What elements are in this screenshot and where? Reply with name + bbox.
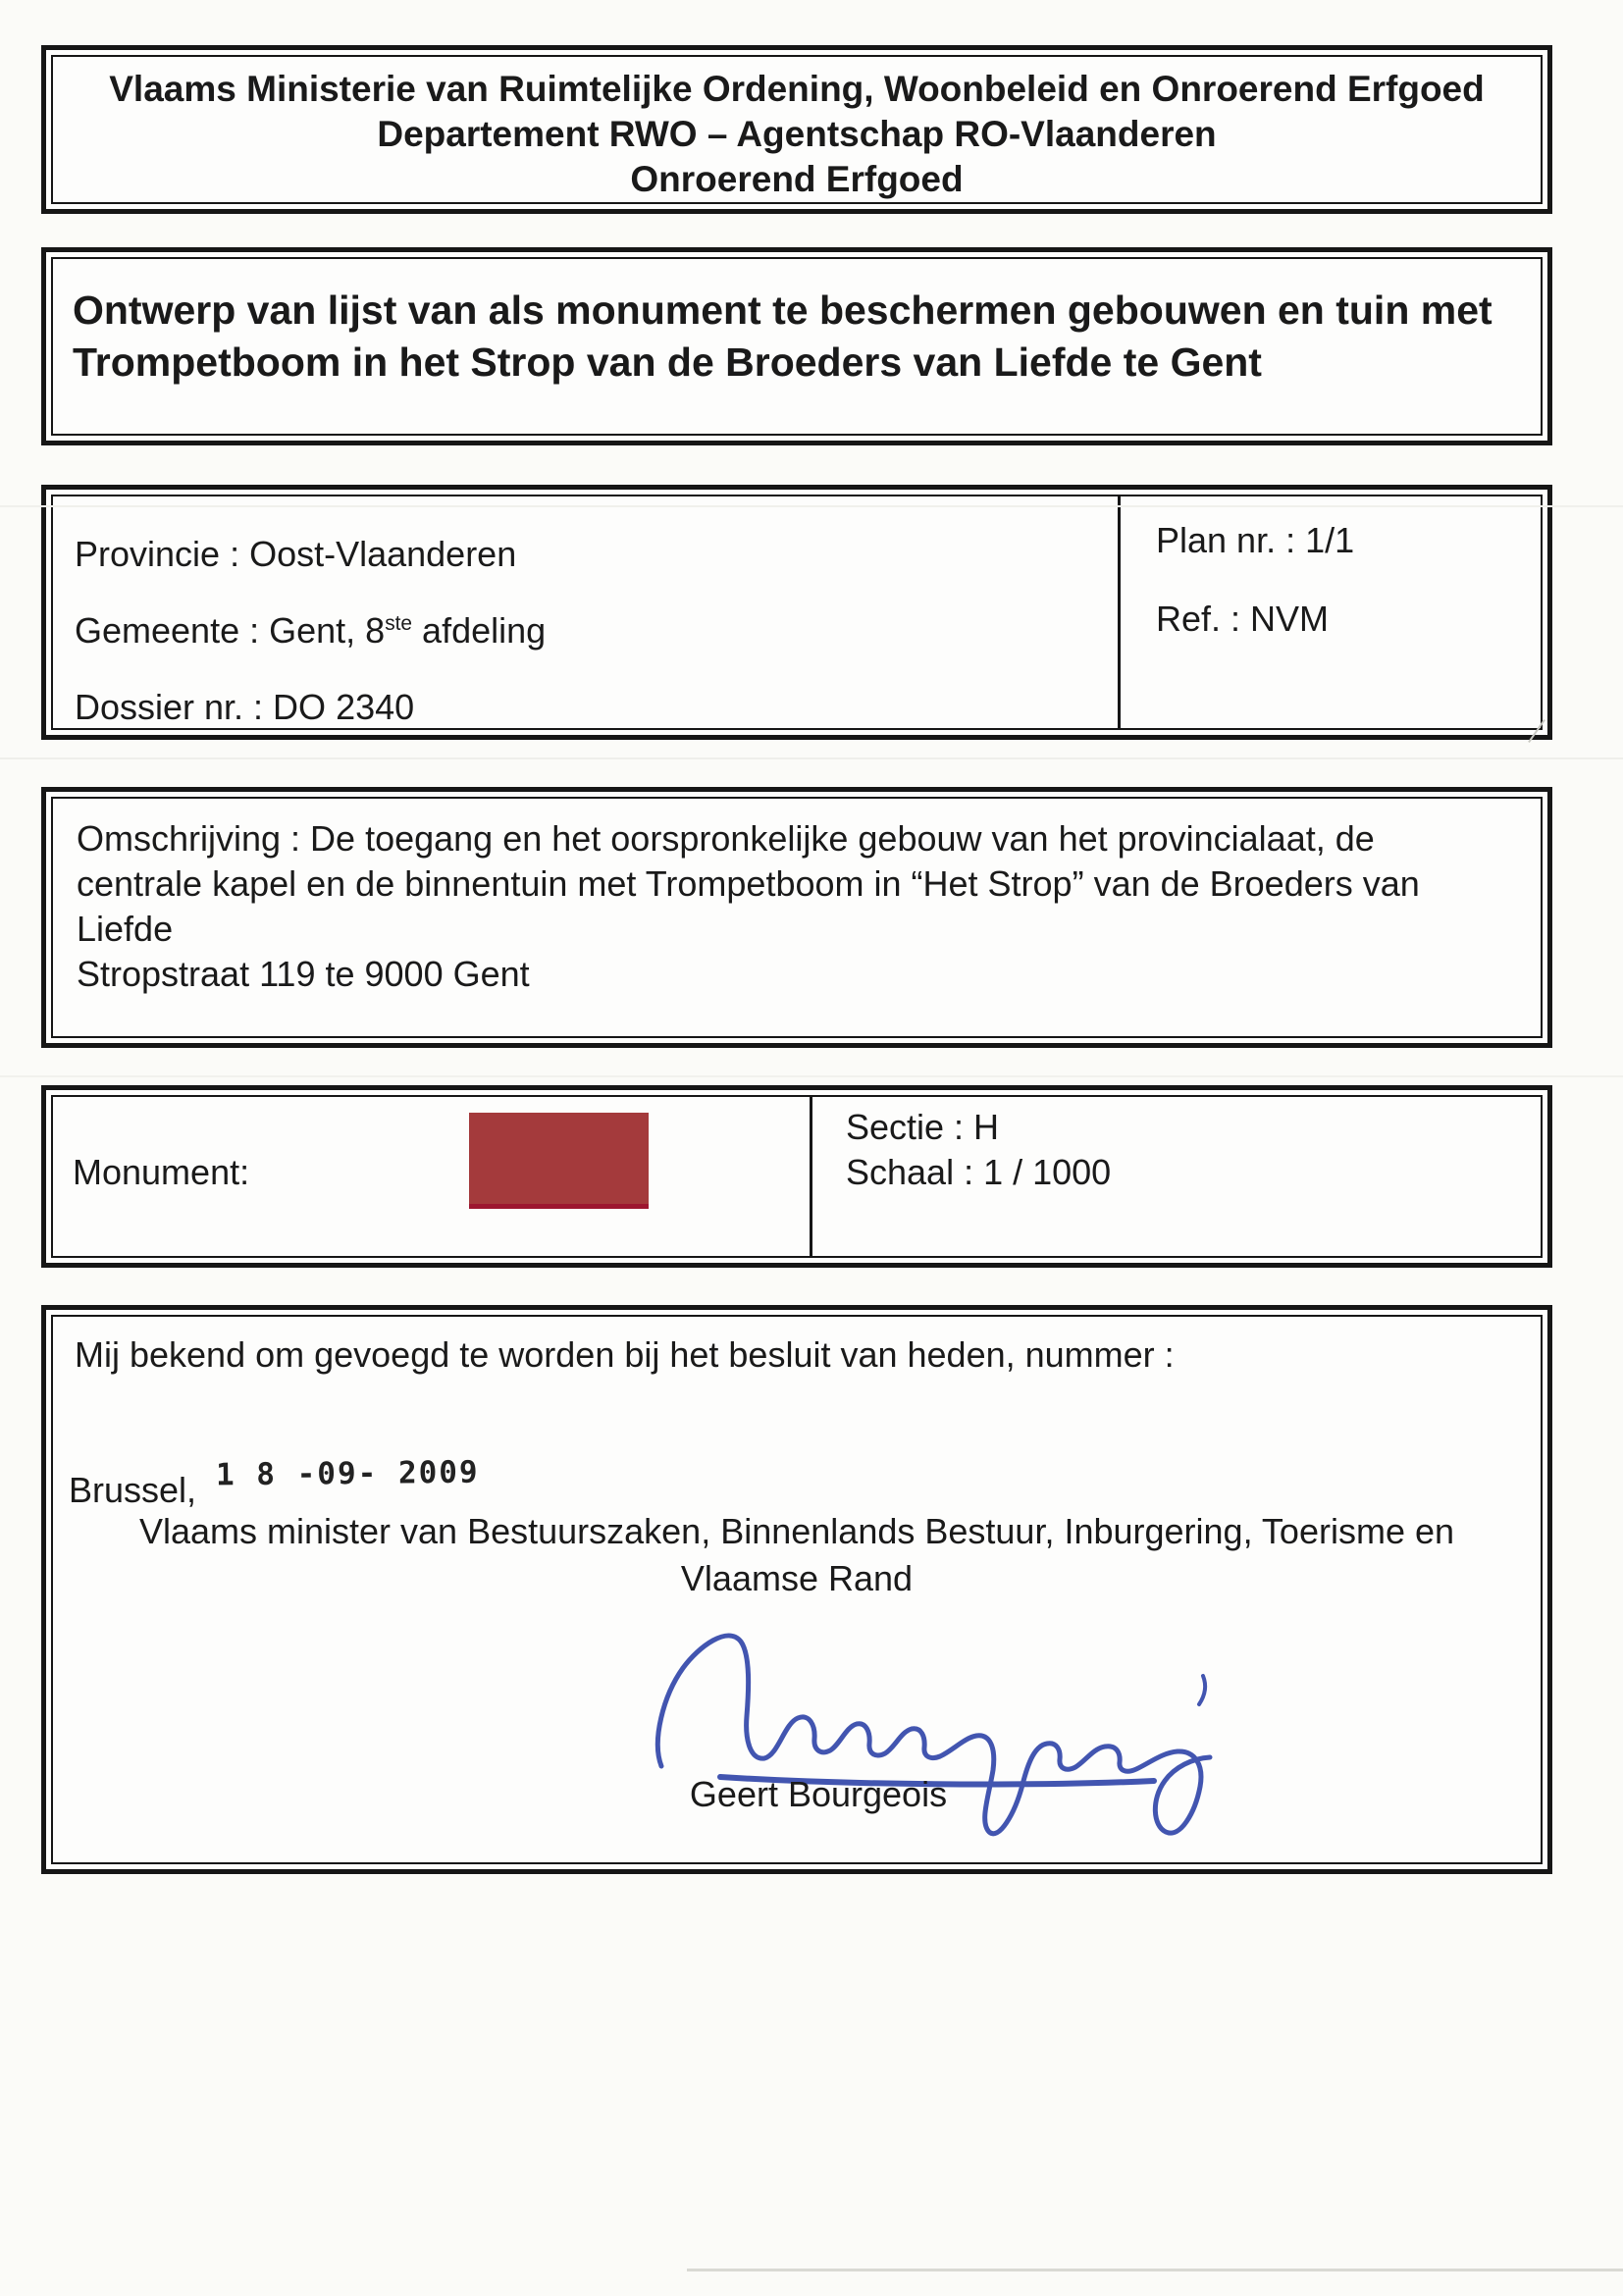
- legend-right: [810, 1097, 1541, 1256]
- file-info-left: [53, 496, 1118, 728]
- municipality-field: [75, 610, 546, 652]
- file-info-right: [1118, 496, 1541, 728]
- monument-label: Monument:: [73, 1152, 250, 1192]
- ministry-header-inner: [51, 55, 1543, 204]
- description-line: centrale kapel en de binnentuin met Trompetboom in “Het Strop” van de Broeders van: [77, 863, 1420, 904]
- minister-title-line: Vlaamse Rand: [680, 1558, 914, 1598]
- scan-artifact-line: [0, 1075, 1623, 1077]
- ministry-name-line: Vlaams Ministerie van Ruimtelijke Ordening, Woonbeleid en Onroerend Erfgoed: [109, 69, 1485, 109]
- ministry-header-box: [41, 45, 1552, 214]
- municipality-ordinal-superscript: ste: [385, 612, 413, 635]
- scan-artifact-line: [687, 2269, 1623, 2271]
- description-inner: [51, 797, 1543, 1038]
- legend-inner: [51, 1095, 1543, 1258]
- dossier-field: Dossier nr. : DO 2340: [75, 687, 415, 727]
- signature-box: [41, 1305, 1552, 1874]
- department-line: Departement RWO – Agentschap RO-Vlaanderen: [377, 114, 1217, 154]
- municipality-suffix: afdeling: [412, 610, 547, 651]
- file-info-box: [41, 485, 1552, 740]
- description-line: Omschrijving : De toegang en het oorspronkelijke gebouw van het provincialaat, de: [77, 818, 1375, 859]
- legend-box: [41, 1085, 1552, 1268]
- municipality-prefix: Gemeente : Gent, 8: [75, 610, 386, 651]
- monument-color-swatch: [469, 1113, 649, 1209]
- province-field: Provincie : Oost-Vlaanderen: [75, 534, 517, 574]
- address-line: Stropstraat 119 te 9000 Gent: [77, 954, 530, 994]
- description-line: Liefde: [77, 909, 174, 949]
- scan-artifact-line: [0, 757, 1623, 759]
- signature-inner: [51, 1315, 1543, 1864]
- document-title-line: Ontwerp van lijst van als monument te beschermen gebouwen en tuin met: [73, 287, 1492, 333]
- signer-name: Geert Bourgeois: [689, 1774, 948, 1814]
- document-title-inner: [51, 257, 1543, 436]
- reference-field: Ref. : NVM: [1156, 599, 1330, 639]
- signature-tick: [1199, 1676, 1205, 1704]
- place-label: Brussel,: [69, 1470, 197, 1510]
- minister-title-line: Vlaams minister van Bestuurszaken, Binnenlands Bestuur, Inburgering, Toerisme en: [138, 1511, 1455, 1551]
- statement-text: Mij bekend om gevoegd te worden bij het besluit van heden, nummer :: [75, 1334, 1175, 1375]
- document-title-box: [41, 247, 1552, 445]
- plan-number-field: Plan nr. : 1/1: [1156, 520, 1355, 560]
- document-title-line: Trompetboom in het Strop van de Broeders van Liefde te Gent: [73, 339, 1262, 385]
- date-stamp: 1 8 -09- 2009: [215, 1454, 480, 1493]
- description-box: [41, 787, 1552, 1048]
- file-info-inner: [51, 495, 1543, 730]
- legend-left: [53, 1097, 810, 1256]
- section-field: Sectie : H: [846, 1107, 1000, 1147]
- scale-field: Schaal : 1 / 1000: [846, 1152, 1112, 1192]
- agency-line: Onroerend Erfgoed: [630, 159, 964, 199]
